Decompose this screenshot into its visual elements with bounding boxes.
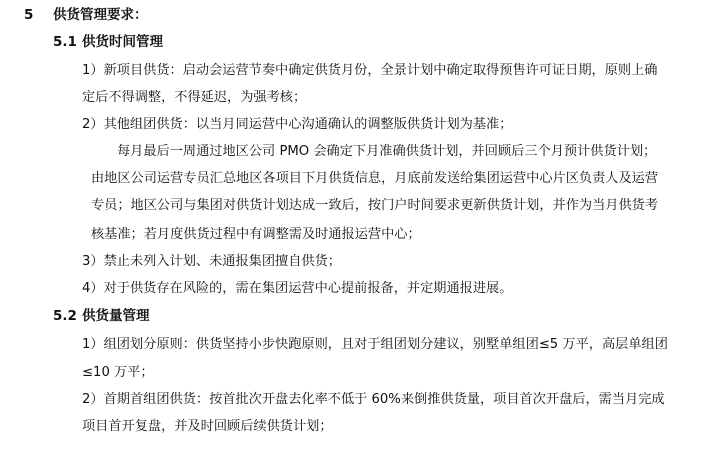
paragraph-line: 2）首期首组团供货：按首批次开盘去化率不低于 60%来倒推供货量，项目首次开盘后，需当月完成 bbox=[82, 392, 665, 407]
paragraph-line: 4）对于供货存在风险的，需在集团运营中心提前报备，并定期通报进展。 bbox=[82, 281, 513, 296]
paragraph-line: 项目首开复盘，并及时回顾后续供货计划； bbox=[82, 419, 333, 434]
paragraph-line: 2）其他组团供货：以当月同运营中心沟通确认的调整版供货计划为基准； bbox=[82, 117, 513, 132]
paragraph-line: 定后不得调整，不得延迟，为强考核； bbox=[82, 90, 307, 105]
subsection-title: 供货量管理 bbox=[82, 308, 150, 324]
section-heading bbox=[24, 6, 33, 24]
paragraph-line: 3）禁止未列入计划、未通报集团擅自供货； bbox=[82, 254, 341, 269]
section-number: 5 bbox=[24, 7, 34, 23]
paragraph-line: 1）组团划分原则：供货坚持小步快跑原则，且对于组团划分建议，别墅单组团≤5 万平，高层单组团 bbox=[82, 337, 668, 352]
paragraph-line: 由地区公司运营专员汇总地区各项目下月供货信息，月底前发送给集团运营中心片区负责人及运营 bbox=[91, 171, 659, 186]
subsection-title: 供货时间管理 bbox=[82, 34, 163, 50]
subsection-number: 5.2 bbox=[53, 308, 77, 324]
section-title: 供货管理要求： bbox=[53, 7, 148, 23]
paragraph-line: ≤10 万平； bbox=[82, 365, 154, 380]
paragraph-line: 专员；地区公司与集团对供货计划达成一致后，按门户时间要求更新供货计划，并作为当月供货考 bbox=[91, 198, 659, 213]
paragraph-line: 每月最后一周通过地区公司 PMO 会确定下月准确供货计划，并回顾后三个月预计供货计划； bbox=[117, 144, 657, 159]
subsection-number: 5.1 bbox=[53, 34, 77, 50]
paragraph-line: 1）新项目供货：启动会运营节奏中确定供货月份，全景计划中确定取得预售许可证日期，原则上确 bbox=[82, 63, 658, 78]
paragraph-line: 核基准；若月度供货过程中有调整需及时通报运营中心； bbox=[91, 227, 421, 242]
